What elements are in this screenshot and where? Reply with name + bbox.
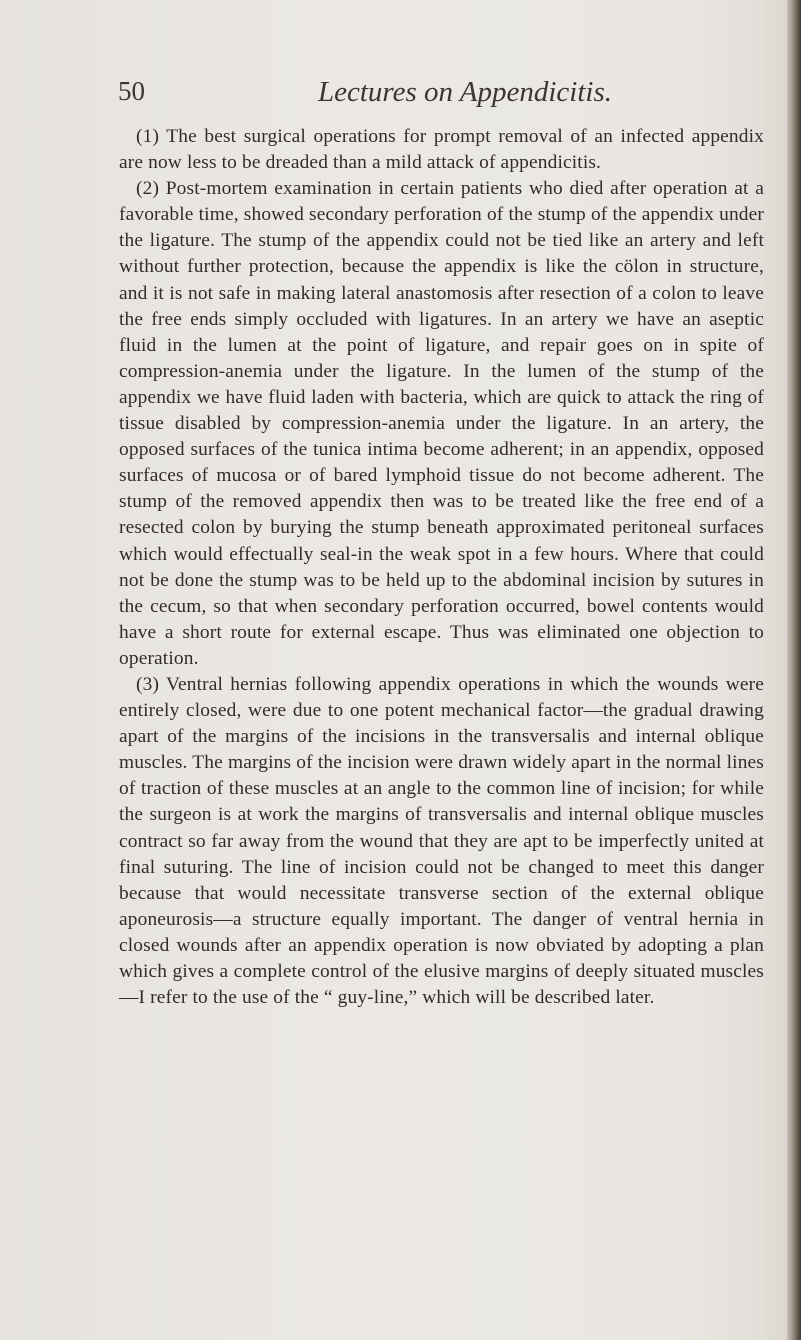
page-edge-shadow bbox=[787, 0, 801, 1340]
page-number: 50 bbox=[118, 76, 145, 106]
body-text bbox=[119, 124, 764, 1011]
paragraph-2: (2) Post-mortem examination in certain patients who died after operation at a favorable time, showed secondary perforation of the stump of the appendix under the ligature. The stump of the appendix could not be tied like an artery and left without further protection, because the appendix is like the cölon in structure, and it is not safe in making lateral anastomosis after resection of a colon to leave the free ends simply occluded with ligatures. In an artery we have an aseptic fluid in the lumen at the point of ligature, and repair goes on in spite of compression-anemia under the ligature. In the lumen of the stump of the appendix we have fluid laden with bacteria, which are quick to attack the ring of tissue disabled by compression-anemia under the ligature. In an artery, the opposed surfaces of the tunica intima become adherent; in an appendix, opposed surfaces of mucosa or of bared lymphoid tissue do not become adherent. The stump of the removed appendix then was to be treated like the free end of a resected colon by burying the stump beneath approximated peritoneal surfaces which would effectually seal-in the weak spot in a few hours. Where that could not be done the stump was to be held up to the abdominal incision by sutures in the cecum, so that when secondary perforation occurred, bowel contents would have a short route for external escape. Thus was eliminated one objection to operation. bbox=[119, 178, 764, 669]
page-header bbox=[118, 76, 638, 116]
running-title: Lectures on Appendicitis. bbox=[318, 76, 612, 108]
paragraph-3: (3) Ventral hernias following appendix operations in which the wounds were entirely closed, were due to one potent mechanical factor—the gradual drawing apart of the margins of the incisions in the transversalis and internal oblique muscles. The margins of the incision were drawn widely apart in the normal lines of traction of these muscles at an angle to the common line of incision; for while the surgeon is at work the margins of transversalis and internal oblique muscles contract so far away from the wound that they are apt to be imperfectly united at final suturing. The line of incision could not be changed to meet this danger because that would necessitate transverse section of the external oblique aponeurosis—a structure equally important. The danger of ventral hernia in closed wounds after an appendix operation is now obviated by adopting a plan which gives a complete control of the elusive margins of deeply situated muscles—I refer to the use of the “ guy-line,” which will be described later. bbox=[119, 673, 764, 1009]
paragraph-1: (1) The best surgical operations for prompt removal of an infected appendix are now less to be dreaded than a mild attack of appendicitis. bbox=[119, 126, 764, 174]
